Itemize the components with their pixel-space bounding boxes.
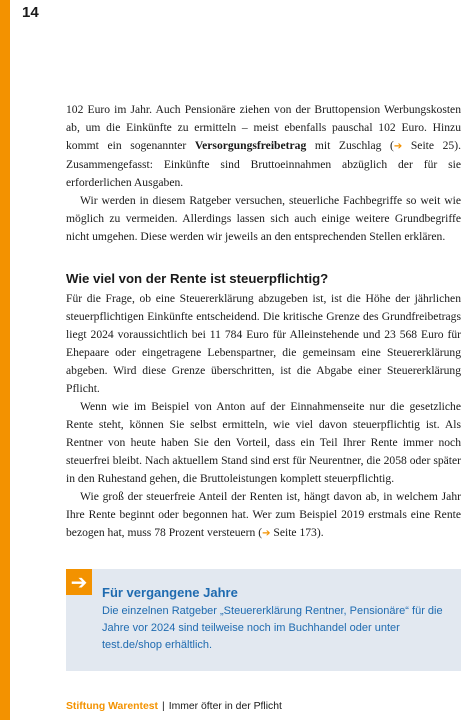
paragraph-steuerfreier-anteil — [66, 488, 461, 543]
footer-title: Immer öfter in der Pflicht — [168, 701, 282, 712]
paragraph-fachbegriffe: Wir werden in diesem Ratgeber versuchen, steuerliche Fachbegriffe so weit wie möglich zu vermeiden. Allerdings lassen sich auch einige weitere Grundbegriffe nicht umgehen. Diese werden wir jeweils an den entsprechenden Stellen erklären. — [66, 194, 461, 243]
paragraph-grundfreibetrag: Für die Frage, ob eine Steuererklärung abzugeben ist, ist die Höhe der jährlichen steuerpflichtigen Einkünfte entscheidend. Die kritische Grenze des Grundfreibetrags liegt 2024 voraussichtlich bei 11 784 Euro für Alleinstehende und 23 568 Euro für Ehepaare oder eingetragene Lebenspartner, die gemeinsam eine Steuererklärung abgeben. Wird diese Grenze überschritten, ist die Abgabe einer Steuererklärung Pflicht. — [66, 292, 461, 395]
info-box-title: Für vergangene Jahre — [102, 585, 238, 600]
intro-text — [66, 101, 461, 246]
footer-brand: Stiftung Warentest — [66, 701, 158, 712]
paragraph-text: mit Zuschlag ( — [306, 139, 394, 152]
page-reference: Seite 173 — [273, 526, 317, 539]
info-box-text: Die einzelnen Ratgeber „Steuererklärung Rentner, Pensionäre“ für die Jahre vor 2024 sind teilweise noch im Buchhandel oder unter test.de/shop erhältlich. — [102, 605, 443, 651]
bold-term-versorgungsfreibetrag: Versorgungsfreibetrag — [194, 139, 307, 152]
page-footer — [66, 701, 282, 712]
paragraph-beispiel-anton: Wenn wie im Beispiel von Anton auf der Einnahmenseite nur die gesetzliche Rente steht, können Sie selbst ermitteln, wie viel davon steuerpflichtig ist. Als Rentner von heute haben Sie den Vorteil, dass ein Teil Ihrer Rente immer noch steuerfrei bleibt. Nach aktuellem Stand sind erst für Neurentner, die 2058 oder später in den Ruhestand gehen, die Bruttoleistungen komplett steuerpflichtig. — [66, 400, 461, 485]
arrow-right-icon: ➔ — [66, 569, 92, 595]
section-text — [66, 290, 461, 543]
paragraph-text: 102 Euro im Jahr. Auch Pensionäre ziehen von der Bruttopension Werbungskosten ab, um die Einkünfte zu ermitteln – meist ebenfalls pauschal 102 Euro. Hinzu kommt ein sogenannter — [66, 103, 461, 152]
paragraph-text: Wie groß der steuerfreie Anteil der Renten ist, hängt davon ab, in welchem Jahr Ihre Rente beginnt oder begonnen hat. Wer zum Beispiel 2019 erstmals eine Rente bezogen hat, muss 78 Prozent versteuern ( — [66, 490, 461, 539]
page-number: 14 — [22, 4, 39, 21]
section-heading: Wie viel von der Rente ist steuerpflichtig? — [66, 271, 329, 286]
page-reference: Seite 25 — [410, 139, 455, 152]
footer-separator: | — [161, 701, 165, 712]
paragraph-werbungskosten — [66, 101, 461, 192]
arrow-right-icon: ➔ — [262, 528, 271, 539]
orange-side-bar — [0, 0, 10, 720]
paragraph-text: ). — [316, 526, 324, 539]
paragraph-text: ). Zusammengefasst: Einkünfte sind Bruttoeinnahmen abzüglich der für sie erforderlichen Ausgaben. — [66, 139, 461, 189]
arrow-right-icon: ➔ — [393, 141, 403, 152]
